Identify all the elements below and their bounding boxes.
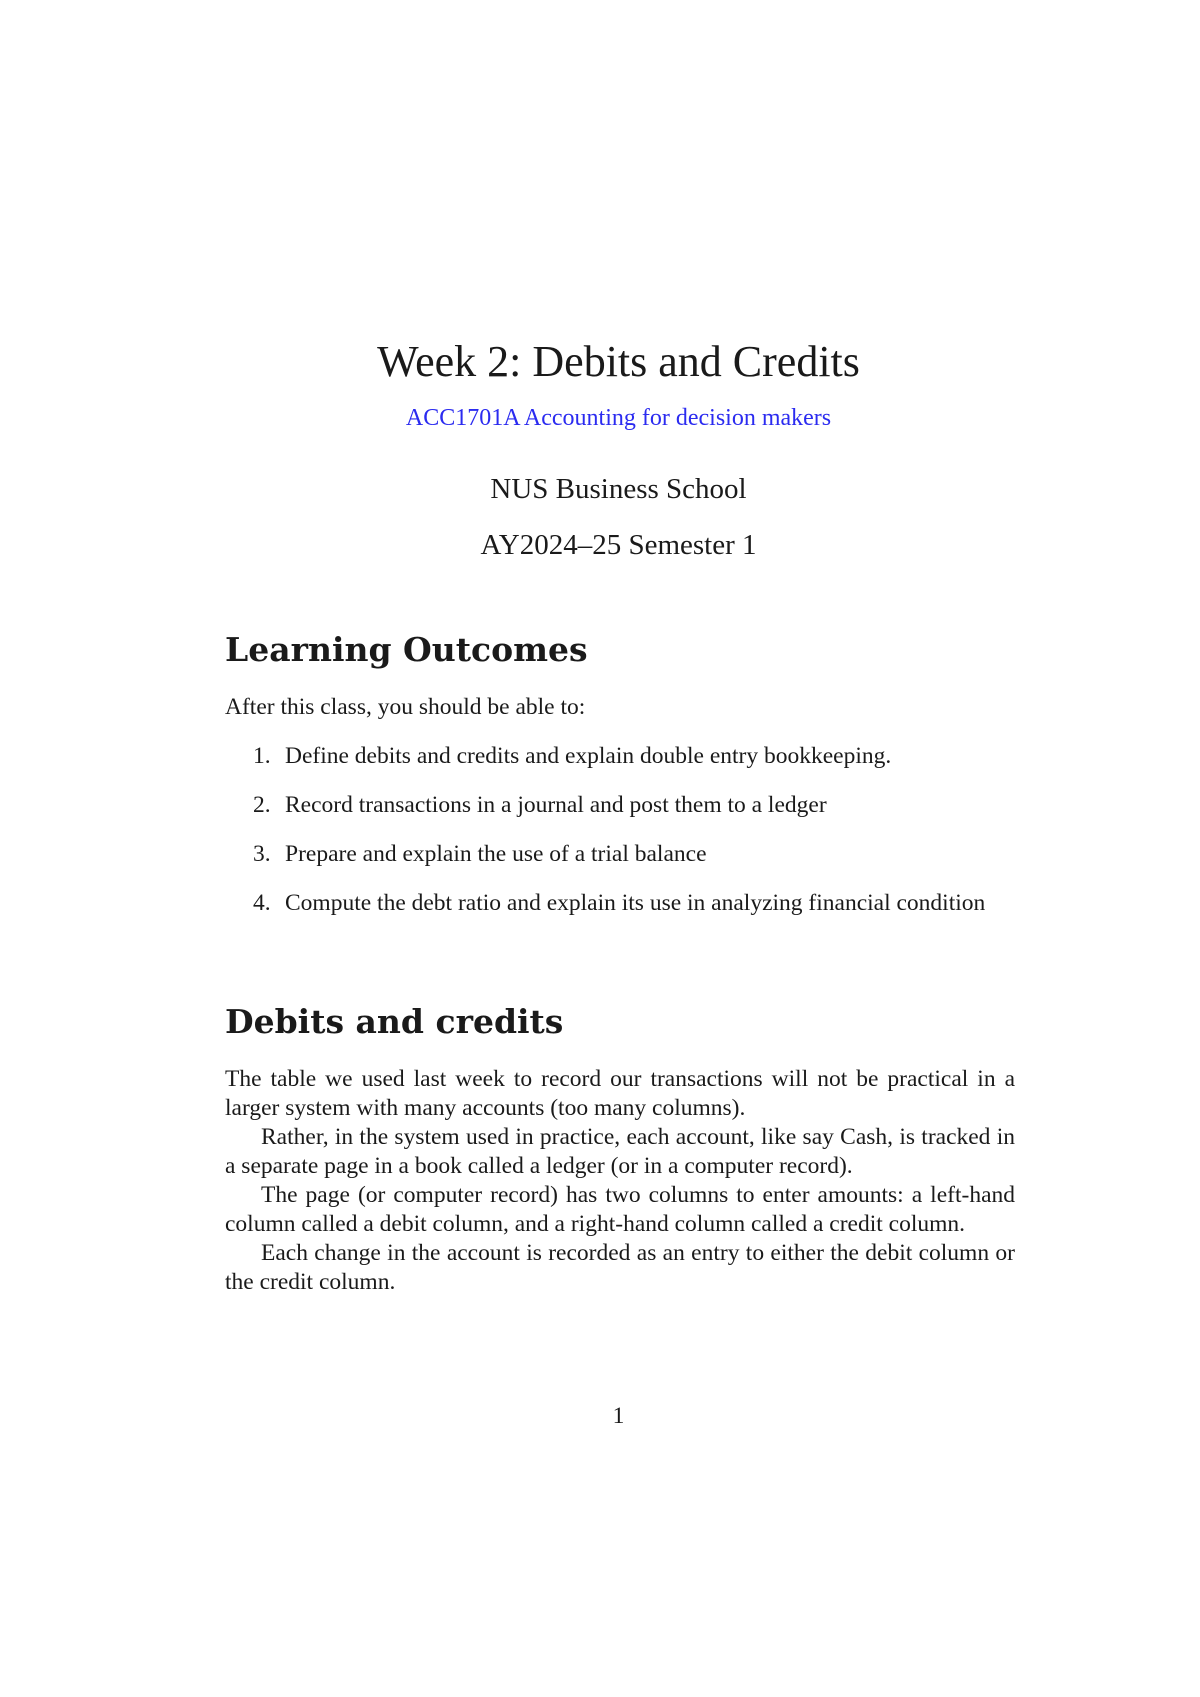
learning-outcomes-list (225, 742, 1015, 918)
list-item (225, 889, 1015, 918)
list-item-number: 2. (253, 792, 271, 818)
list-item-text: Define debits and credits and explain double entry bookkeeping. (285, 743, 892, 769)
debits-credits-section (225, 1000, 1015, 1297)
list-item-text: Prepare and explain the use of a trial balance (285, 841, 707, 867)
page-number: 1 (612, 1403, 625, 1429)
learning-outcomes-intro: After this class, you should be able to: (225, 694, 586, 720)
semester-label: AY2024–25 Semester 1 (480, 529, 757, 561)
course-link[interactable]: ACC1701A Accounting for decision makers (405, 405, 832, 431)
list-item-text: Record transactions in a journal and post them to a ledger (285, 792, 827, 818)
list-item-number: 3. (253, 841, 271, 867)
debits-credits-heading: Debits and credits (225, 1002, 564, 1041)
body-paragraph: The table we used last week to record our transactions will not be practical in a larger system with many accounts (too many columns). (225, 1066, 1015, 1121)
document-title: Week 2: Debits and Credits (377, 337, 860, 386)
list-item-number: 1. (253, 743, 271, 769)
list-item (225, 840, 1015, 869)
body-paragraph: Rather, in the system used in practice, each account, like say Cash, is tracked in a separate page in a book called a ledger (or in a computer record). (225, 1124, 1015, 1179)
list-item-text: Compute the debt ratio and explain its use in analyzing financial condition (285, 890, 986, 916)
body-paragraph: The page (or computer record) has two columns to enter amounts: a left-hand column called a debit column, and a right-hand column called a credit column. (225, 1182, 1015, 1237)
school-name: NUS Business School (490, 473, 747, 505)
body-paragraph: Each change in the account is recorded as an entry to either the debit column or the credit column. (225, 1240, 1015, 1295)
list-item (225, 791, 1015, 820)
learning-outcomes-section (225, 628, 1015, 938)
list-item (225, 742, 1015, 771)
learning-outcomes-heading: Learning Outcomes (225, 630, 588, 669)
list-item-number: 4. (253, 890, 271, 916)
